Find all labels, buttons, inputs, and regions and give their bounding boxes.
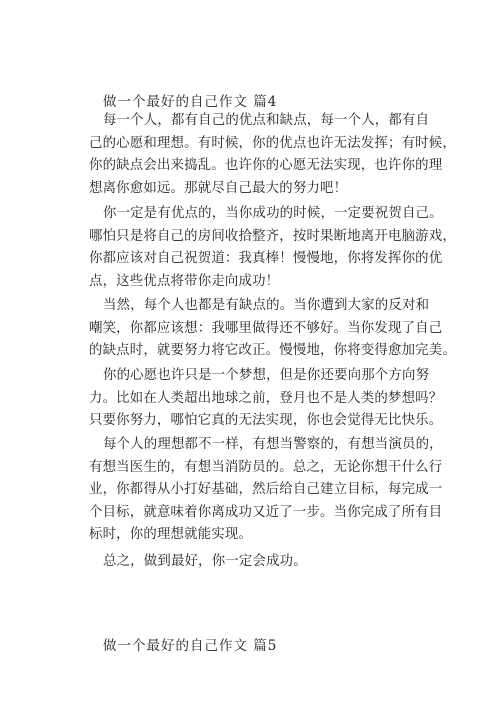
paragraph-1 (89, 110, 456, 200)
text-line: 你的缺点会出来捣乱。也许你的心愿无法实现，也许你的理 (89, 158, 443, 174)
paragraph-5 (89, 434, 443, 547)
paragraph-2 (89, 203, 456, 293)
text-line: 力。比如在人类超出地球之前，登月也不是人类的梦想吗？ (89, 390, 443, 406)
text-line: 你一定是有优点的，当你成功的时候，一定要祝贺自己。 (103, 206, 443, 221)
text-line: 只要你努力，哪怕它真的无法实现，你也会觉得无比快乐。 (89, 413, 443, 429)
paragraph-3 (89, 295, 456, 363)
paragraph-6 (89, 551, 419, 574)
paragraph-4 (89, 365, 443, 433)
text-line: 个目标，就意味着你离成功又近了一步。当你完成了所有目 (89, 504, 443, 520)
text-line: 标时，你的理想就能实现。 (89, 527, 253, 543)
text-line: 当然，每个人也都是有缺点的。当你遭到大家的反对和 (103, 298, 430, 313)
text-line: 的缺点时，就要努力将它改正。慢慢地，你将变得愈加完美。 (89, 343, 456, 359)
text-line: 点，这些优点将带你走向成功！ (89, 273, 280, 289)
text-line: 哪怕只是将自己的房间收拾整齐，按时果断地离开电脑游戏， (89, 228, 456, 244)
text-line: 总之，做到最好，你一定会成功。 (103, 554, 307, 569)
text-line: 己的心愿和理想。有时候，你的优点也许无法发挥；有时候， (89, 135, 456, 151)
text-line: 有想当医生的，有想当消防员的。总之，无论你想干什么行 (89, 459, 443, 475)
text-line: 每个人的理想都不一样，有想当警察的，有想当演员的， (103, 437, 443, 452)
text-line: 业，你都得从小打好基础，然后给自己建立目标，每完成一 (89, 482, 443, 498)
text-line: 每一个人，都有自己的优点和缺点，每一个人，都有自 (103, 113, 430, 128)
section-heading-4: 做一个最好的自己作文 篇4 (103, 94, 278, 110)
text-line: 想离你愈如远。那就尽自己最大的努力吧！ (89, 180, 348, 196)
section-heading-5: 做一个最好的自己作文 篇5 (103, 638, 278, 654)
text-line: 你都应该对自己祝贺道：我真棒！慢慢地，你将发挥你的优 (89, 251, 443, 267)
text-line: 你的心愿也许只是一个梦想，但是你还要向那个方向努 (103, 368, 430, 383)
text-line: 嘲笑，你都应该想：我哪里做得还不够好。当你发现了自己 (89, 320, 443, 336)
